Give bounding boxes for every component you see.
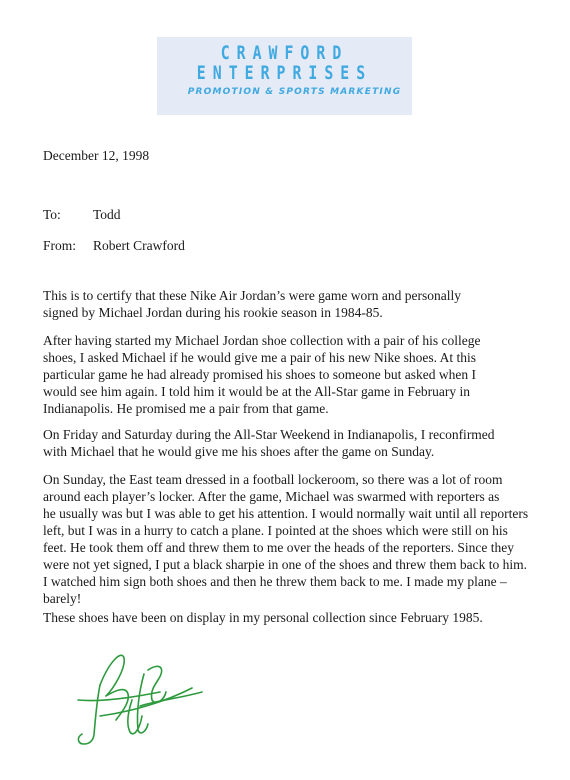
paragraph-line: he usually was but I was able to get his attention. I would normally wait until all reporters: [43, 506, 529, 521]
company-tagline: PROMOTION & SPORTS MARKETING: [187, 87, 402, 97]
paragraph-line: particular game he had already promised his shoes to someone but asked when I: [43, 367, 476, 382]
paragraph-line: around each player’s locker. After the game, Michael was swarmed with reporters as: [43, 489, 500, 504]
paragraph-line: were not yet signed, I put a black sharpie in one of the shoes and threw them back to him.: [43, 557, 527, 572]
paragraph-line: signed by Michael Jordan during his rookie season in 1984-85.: [43, 305, 383, 320]
paragraph-line: with Michael that he would give me his shoes after the game on Sunday.: [43, 444, 435, 459]
paragraph-background: [43, 332, 481, 417]
company-name-line1: CRAWFORD: [220, 42, 349, 64]
paragraph-line: These shoes have been on display in my personal collection since February 1985.: [43, 610, 483, 625]
paragraph-line: feet. He took them off and threw them to me over the heads of the reporters. Since they: [43, 540, 514, 555]
paragraph-line: would see him again. I told him it would be at the All-Star game in February in: [43, 384, 471, 399]
paragraph-line: On Friday and Saturday during the All-Star Weekend in Indianapolis, I reconfirmed: [43, 427, 495, 442]
paragraph-line: left, but I was in a hurry to catch a plane. I pointed at the shoes which were still on his: [43, 523, 508, 538]
paragraph-reconfirm: [43, 426, 495, 460]
paragraph-line: shoes, I asked Michael if he would give me a pair of his new Nike shoes. At this: [43, 350, 477, 365]
to-value: Todd: [93, 207, 121, 222]
paragraph-line: On Sunday, the East team dressed in a football lockeroom, so there was a lot of room: [43, 472, 503, 487]
paragraph-line: After having started my Michael Jordan shoe collection with a pair of his college: [43, 333, 481, 348]
paragraph-game-day: [43, 471, 528, 607]
paragraph-line: barely!: [43, 591, 82, 606]
from-value: Robert Crawford: [93, 238, 185, 253]
to-label: To:: [43, 207, 61, 222]
paragraph-certification: [43, 287, 461, 321]
to-line: [43, 206, 121, 223]
paragraph-line: Indianapolis. He promised me a pair from that game.: [43, 401, 329, 416]
paragraph-line: This is to certify that these Nike Air Jordan’s were game worn and personally: [43, 288, 462, 303]
from-line: [43, 237, 185, 254]
paragraph-line: I watched him sign both shoes and then he threw them back to me. I made my plane –: [43, 574, 507, 589]
paragraph-display: [43, 609, 483, 626]
letterhead: [157, 37, 412, 115]
from-label: From:: [43, 238, 77, 253]
letter-date: December 12, 1998: [43, 148, 150, 163]
handwritten-signature: [70, 640, 220, 750]
company-name-line2: ENTERPRISES: [196, 62, 373, 84]
